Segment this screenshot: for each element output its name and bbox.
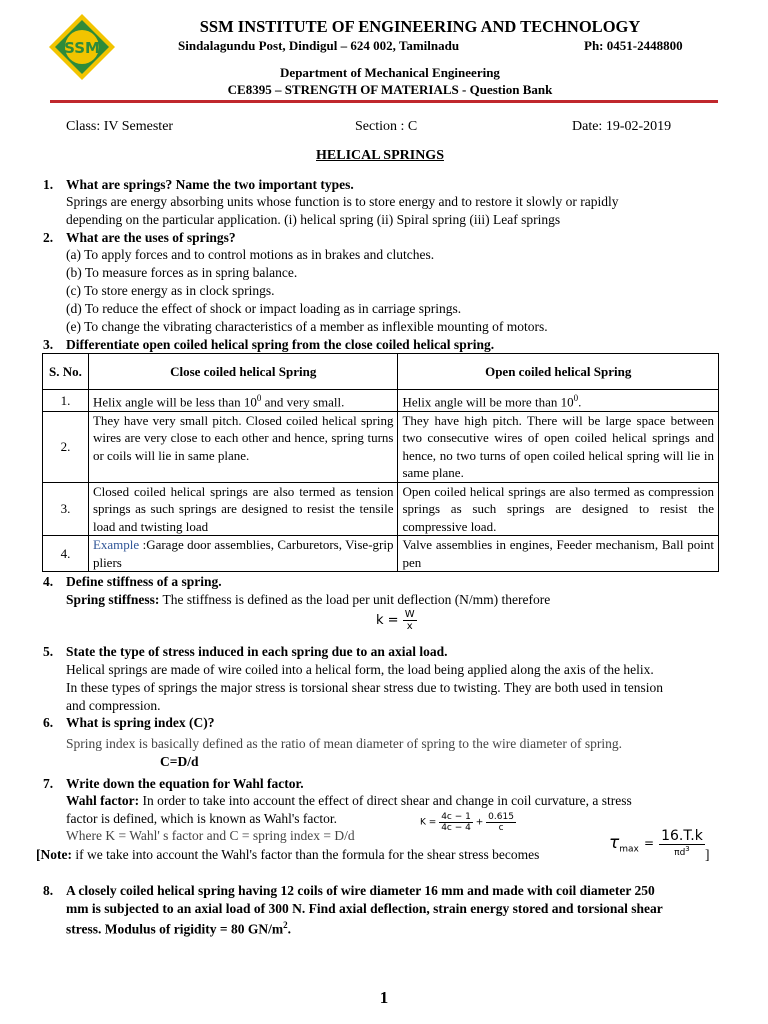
shear-stress-formula: $\tau_{max}$ = $\frac{16.T.k}{\pi d^3}$ [609,828,703,858]
use-item: (a) To apply forces and to control motions as in brakes and clutches. [66,247,435,262]
answer-7-line-3: Where K = Wahl' s factor and C = spring index = D/d [66,828,355,843]
table-header-row [43,354,719,390]
question-8-line-3: stress. Modulus of rigidity = 80 $GN/m^2$. [66,920,291,937]
class-label: Class: IV Semester [66,119,174,134]
answer-5-line-2: In these types of springs the major stress is torsional shear stress due to twisting. They are both used in tension [66,680,664,695]
institute-phone: Ph: 0451-2448800 [584,38,683,53]
use-item: (c) To store energy as in clock springs. [66,283,275,298]
wahl-factor-formula: K = $\frac{4c - 1}{4c - 4}$ + $\frac{0.615}{c}$ [420,812,514,833]
page-number: 1 [379,988,389,1007]
column-header-open: Open coiled helical Spring [398,354,719,390]
close-cell: Helix angle will be less than $10^0$ and very small. [88,390,398,412]
answer-5-line-3: and compression. [66,698,161,713]
question-8-line-2: mm is subjected to an axial load of 300 N. Find axial deflection, strain energy stored and torsional shear [66,901,663,916]
answer-1-line-2: depending on the particular application. (i) helical spring (ii) Spiral spring (iii) Leaf springs [66,212,561,227]
table-row [43,536,719,572]
institute-address: Sindalagundu Post, Dindigul – 624 002, Tamilnadu [178,38,460,53]
answer-6: Spring index is basically defined as the ratio of mean diameter of spring to the wire diameter of spring. [66,736,622,751]
table-row [43,411,719,482]
row-number: 3. [43,482,89,536]
answer-5-line-1: Helical springs are made of wire coiled into a helical form, the load being applied along the axis of the helix. [66,662,654,677]
use-item: (e) To change the vibrating characteristics of a member as inflexible mounting of motors. [66,319,548,334]
table-row [43,390,719,412]
row-number: 2. [43,411,89,482]
note-close-bracket: ] [705,847,710,862]
open-cell: Valve assemblies in engines, Feeder mechanism, Ball point pen [398,536,719,572]
column-header-sno: S. No. [43,354,89,390]
use-item: (d) To reduce the effect of shock or impact loading as in carriage springs. [66,301,462,316]
section-label: Section : C [355,119,418,134]
answer-1-line-1: Springs are energy absorbing units whose function is to store energy and to restore it slowly or rapidly [66,194,619,209]
example-label: Example [92,537,143,553]
answer-7-line-2: factor is defined, which is known as Wahl's factor. [66,811,338,826]
close-cell: Closed coiled helical springs are also termed as tension springs as such springs are designed to resist the tensile load and twisting load [88,482,398,536]
section-heading: HELICAL SPRINGS [316,148,444,163]
course-title: CE8395 – STRENGTH OF MATERIALS - Question Bank [227,82,553,97]
row-number: 1. [43,390,89,412]
logo-text: SSM [64,39,100,57]
stiffness-formula: k = $\frac{W}{x}$ [376,609,415,632]
header-divider [50,100,718,103]
open-cell: They have high pitch. There will be large space between two consecutive wires of open coiled helical springs and hence, no two turns of open coiled helical spring will lie in same plane. [398,411,719,482]
comparison-table [42,353,719,572]
date-label: Date: 19-02-2019 [572,119,672,134]
close-cell: They have very small pitch. Closed coiled helical spring wires are very close to each other and hence, spring turns or coils will lie in same plane. [88,411,398,482]
spring-index-formula: C=D/d [160,754,199,769]
note-line: [Note: if we take into account the Wahl's factor than the formula for the shear stress becomes [36,847,540,862]
column-header-close: Close coiled helical Spring [88,354,398,390]
open-cell: Helix angle will be more than $10^0$. [398,390,719,412]
close-cell: Example :Garage door assemblies, Carburetors, Vise-grip pliers [88,536,398,572]
open-cell: Open coiled helical springs are also termed as compression springs as such springs are designed to resist the compressive load. [398,482,719,536]
answer-7-line-1: Wahl factor: In order to take into account the effect of direct shear and change in coil curvature, a stress [66,793,632,808]
department-name: Department of Mechanical Engineering [280,65,500,80]
answer-4: Spring stiffness: The stiffness is defined as the load per unit deflection (N/mm) therefore [66,592,551,607]
use-item: (b) To measure forces as in spring balance. [66,265,298,280]
table-row [43,482,719,536]
row-number: 4. [43,536,89,572]
institute-name: SSM INSTITUTE OF ENGINEERING AND TECHNOLOGY [199,17,641,36]
